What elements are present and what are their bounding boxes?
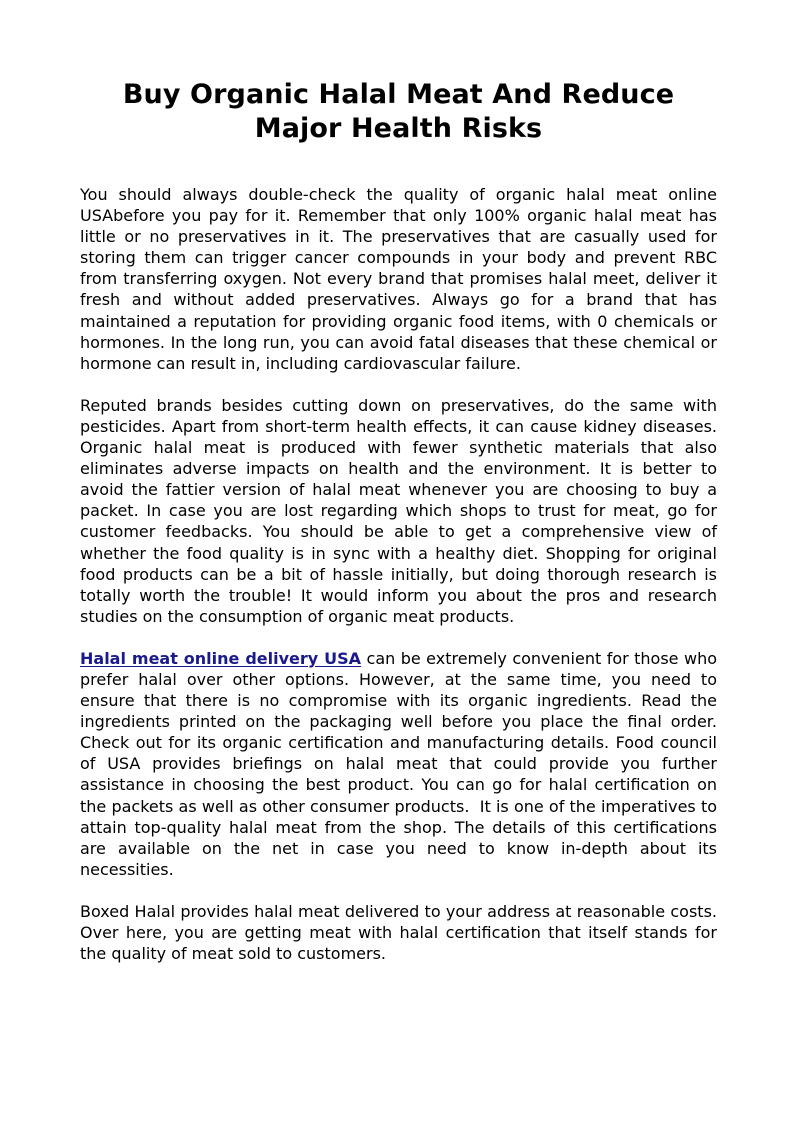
halal-meat-delivery-link[interactable]: Halal meat online delivery USA [80,648,362,668]
document-page [80,78,723,985]
paragraph-online-delivery [80,648,723,880]
paragraph-reputed-brands: Reputed brands besides cutting down on preservatives, do the same with pesticides. Apart from short-term health effects, it can cause kidney diseases. Organic halal meat is produced with fewer synthetic materials that also eliminates adverse impacts on health and the environment. It is better to avoid the fattier version of halal meat whenever you are choosing to buy a packet. In case you are lost regarding which shops to trust for meat, go for customer feedbacks. You should be able to get a comprehensive view of whether the food quality is in sync with a healthy diet. Shopping for original food products can be a bit of hassle initially, but doing thorough research is totally worth the trouble! It would inform you about the pros and research studies on the consumption of organic meat products. [80,395,717,626]
paragraph-online-delivery-text: can be extremely convenient for those who prefer halal over other options. However, at the same time, you need to ensure that there is no compromise with its organic ingredients. Read the ingredients printed on the packaging well before you place the final order. Check out for its organic certification and manufacturing details. Food council of USA provides briefings on halal meat that could provide you further assistance in choosing the best product. You can go for halal certification on the packets as well as other consumer products. It is one of the imperatives to attain top-quality halal meat from the shop. The details of this certifications are available on the net in case you need to know in-depth about its necessities. [80,648,723,879]
paragraph-quality-check: You should always double-check the quality of organic halal meat online USAbefore you pay for it. Remember that only 100% organic halal meat has little or no preservatives in it. The preservatives that are casually used for storing them can trigger cancer compounds in your body and prevent RBC from transferring oxygen. Not every brand that promises halal meet, deliver it fresh and without added preservatives. Always go for a brand that has maintained a reputation for providing organic food items, with 0 chemicals or hormones. In the long run, you can avoid fatal diseases that these chemical or hormone can result in, including cardiovascular failure. [80,185,717,373]
page-title: Buy Organic Halal Meat And Reduce Major Health Risks [122,79,675,144]
paragraph-boxed-halal: Boxed Halal provides halal meat delivered to your address at reasonable costs. Over here, you are getting meat with halal certification that itself stands for the quality of meat sold to customers. [80,901,717,964]
